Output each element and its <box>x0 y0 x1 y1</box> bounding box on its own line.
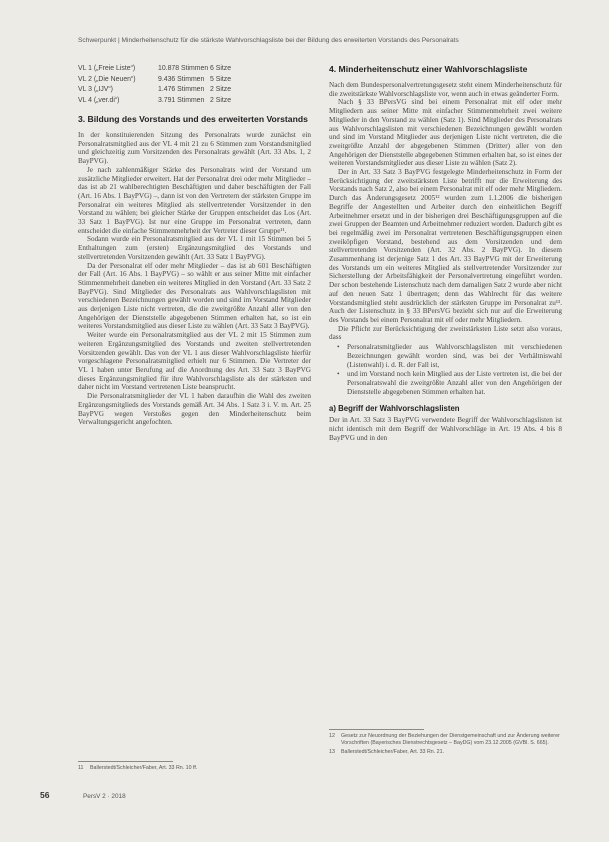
footnotes-left <box>78 765 311 774</box>
left-column <box>78 64 311 427</box>
vote-results-row <box>78 64 311 75</box>
list-name: VL 1 („Freie Liste“) <box>78 65 136 72</box>
vote-count: 10.878 Stimmen <box>158 65 209 72</box>
list-item <box>337 343 562 369</box>
vote-results-table <box>78 64 311 106</box>
footnotes-right <box>329 733 562 757</box>
footnote-rule <box>329 729 424 730</box>
footnote-rule <box>78 761 173 762</box>
condition-list <box>329 343 562 396</box>
body-paragraph: Sodann wurde ein Personalratsmitglied aus der VL 1 mit 15 Stimmen bei 5 Enthaltungen zum (ersten) Ergänzungsmitglied des Vorstands und stellvertretenden Vorsitzenden gewählt (Art. 33 Satz 1 BayPVG). <box>78 235 311 261</box>
footnote-text: Ballerstedt/Schleicher/Faber, Art. 33 Rn. 21. <box>341 748 445 755</box>
body-paragraph: Weiter wurde ein Personalratsmitglied aus der VL 2 mit 15 Stimmen zum weiteren Ergänzungsmitglied des Vorstands und zweiten stellvertretenden Vorsitzenden gewählt. Das von der VL 1 aus dieser Wahlvorschlagsliste hierfür vorgeschlagene Personalratsmitglied erhielt nur 6 Stimmen. Die Vertreter der VL 1 haben unter Berufung auf die Anordnung des Art. 33 Satz 3 BayPVG dieses Ergänzungsmitglied für ihre Wahlvorschlagsliste als der stärksten und daher nicht im Vorstand vertretenen Liste beansprucht. <box>78 331 311 392</box>
list-item-text: Personalratsmitglieder aus Wahlvorschlagslisten mit verschiedenen Bezeichnungen gewählt worden sind, was bei der Verhältniswahl (Listenwahl) i. d. R. der Fall ist, <box>347 343 562 369</box>
vote-count: 1.476 Stimmen <box>158 86 205 93</box>
list-item <box>337 370 562 396</box>
seat-count: 2 Sitze <box>210 96 232 104</box>
right-column <box>329 64 562 442</box>
vote-results-row <box>78 75 311 86</box>
page-number: 56 <box>40 790 50 800</box>
body-paragraph: Nach dem Bundespersonalvertretungsgesetz steht einem Minderheitenschutz für die zweitstärkste Wahlvorschlagsliste vor, wenn auch in etwas geänderter Form. <box>329 81 562 98</box>
footnote-text: Gesetz zur Neuordnung der Beziehungen der Dienstgemeinschaft und zur Änderung weiterer Vorschriften (Bayerisches Dienstrechtsgesetz – BayDG) vom 23.12.2005 (GVBl. S. 665). <box>341 733 560 746</box>
footnote <box>78 765 311 772</box>
list-name: VL 3 („IJV“) <box>78 86 113 93</box>
bullet-icon: • <box>337 370 340 379</box>
body-paragraph: Die Personalratsmitglieder der VL 1 haben daraufhin die Wahl des zweiten Ergänzungsmitglieds des Vorstands gemäß Art. 34 Abs. 1 Satz 3 i. V. m. Art. 25 BayPVG wegen Verstoßes gegen den Minderheitenschutz beim Verwaltungsgericht angefochten. <box>78 392 311 427</box>
body-paragraph: Da der Personalrat elf oder mehr Mitglieder – das ist ab 601 Beschäftigten der Fall (Art. 16 Abs. 1 BayPVG) – so wählt er aus seiner Mitte mit einfacher Stimmenmehrheit daneben ein weiteres Mitglied in den Vorstand (Art. 33 Satz 2 BayPVG). Sind Mitglieder des Personalrats aus Wahlvorschlagslisten mit verschiedenen Bezeichnungen gewählt worden und sind im Vorstand Mitglieder aus derjenigen Liste nicht vertreten, die die zweitgrößte Anzahl aller von den Angehörigen der Dienststelle abgegebenen Stimmen erhalten hat, so ist ein weiteres Vorstandsmitglied aus dieser Liste zu wählen (Art. 33 Satz 3 BayPVG). <box>78 261 311 331</box>
body-paragraph: In der konstituierenden Sitzung des Personalrats wurde zunächst ein Personalratsmitglied aus der VL 4 mit 21 zu 6 Stimmen zum Vorstandsmitglied und gleichzeitig zum Vorsitzenden des Personalrats gewählt (Art. 33 Abs. 1, 2 BayPVG). <box>78 131 311 166</box>
footnote-number: 12 <box>329 733 335 739</box>
footnote-number: 13 <box>329 748 335 755</box>
body-paragraph: Je nach zahlenmäßiger Stärke des Personalrats wird der Vorstand um zusätzliche Mitglieder erweitert. Hat der Personalrat drei oder mehr Mitglieder – das ist ab 21 wahlberechtigten Beschäftigten und daher beschäftigten der Fall (Art. 16 Abs. 1 BayPVG) –, dann ist von den Vertretern der stärksten Gruppe im Personalrat ein weiteres Mitglied als stellvertretender Vorsitzender in den Vorstand zu wählen; bei gleicher Stärke der Gruppen entscheidet das Los (Art. 33 Satz 1 BayPVG). Ist nur eine Gruppe im Personalrat vertreten, dann entscheidet die einfache Stimmenmehrheit der Vertreter dieser Gruppe¹¹. <box>78 165 311 235</box>
footnote-number: 11 <box>78 765 84 771</box>
journal-name: PersV 2 · 2018 <box>83 793 126 800</box>
body-paragraph: Der in Art. 33 Satz 3 BayPVG verwendete Begriff der Wahlvorschlagslisten ist nicht identisch mit dem Begriff der Wahlvorschläge in Art. 19 Abs. 4 bis 8 BayPVG und in den <box>329 416 562 442</box>
vote-count: 9.436 Stimmen <box>158 75 205 83</box>
footnote-text: Ballerstedt/Schleicher/Faber, Art. 33 Rn. 10 ff. <box>90 765 198 771</box>
running-head: Schwerpunkt | Minderheitenschutz für die stärkste Wahlvorschlagsliste bei der Bildung des erweiterten Vorstands des Personalrats <box>78 37 459 44</box>
section-heading-4: 4. Minderheitenschutz einer Wahlvorschlagsliste <box>329 64 528 74</box>
seat-count: 6 Sitze <box>210 65 232 72</box>
subsection-heading: a) Begriff der Wahlvorschlagslisten <box>329 404 460 414</box>
body-paragraph: Der in Art. 33 Satz 3 BayPVG festgelegte Minderheitenschutz in Form der Berücksichtigung der zweitstärksten Liste betrifft nur die Erweiterung des Vorstands nach Satz 2, also bei einem Personalrat mit elf oder mehr Mitgliedern. Durch das Änderungsgesetz 2005¹² wurden zum 1.1.2006 die bisherigen Begriffe der Angestellten und Arbeiter durch den einheitlichen Begriff Arbeitnehmer ersetzt und in der bisherigen drei Beschäftigungsgruppen auf die zwei Gruppen der Beamten und Arbeitnehmer reduziert worden. Dadurch gibt es bei regelmäßig zwei im Personalrat vertretenen Beschäftigungsgruppen einen zweiköpfigen Vorstand, bestehend aus dem Vorsitzenden und dem stellvertretenden Vorsitzenden (Art. 32 Abs. 2 BayPVG). In diesem Zusammenhang ist derjenige Satz 1 des Art. 33 BayPVG mit der Erweiterung des Vorstands um ein weiteres Mitglied als stellvertretender Vorsitzender zur Sicherstellung der Arbeitsfähigkeit der Personalvertretung eingeführt worden. Der schon bestehende Listenschutz nach dem damaligen Satz 2 wurde aber nicht auf den neuen Satz 1 übertragen; denn das Wahlrecht für das weitere Vorstandsmitglied steht ausdrücklich der stärksten Gruppe im Personalrat zu¹³. Auch der Listenschutz in § 33 BPersVG bezieht sich nur auf die Erweiterung des Vorstands bei einem Personalrat mit elf oder mehr Mitgliedern. <box>329 168 562 324</box>
seat-count: 5 Sitze <box>210 75 232 83</box>
vote-results-row <box>78 85 311 96</box>
vote-results-row <box>78 96 311 107</box>
vote-count: 3.791 Stimmen <box>158 96 205 104</box>
page-footer <box>40 790 126 800</box>
section-heading-3: 3. Bildung des Vorstands und des erweiterten Vorstands <box>78 114 308 124</box>
list-name: VL 4 („ver.di“) <box>78 96 120 104</box>
bullet-icon: • <box>337 343 340 352</box>
body-paragraph: Die Pflicht zur Berücksichtigung der zweitstärksten Liste setzt also voraus, dass <box>329 324 562 342</box>
body-paragraph: Nach § 33 BPersVG sind bei einem Personalrat mit elf oder mehr Mitgliedern aus seiner Mitte mit einfacher Stimmenmehrheit zwei weitere Mitglieder in den Vorstand zu wählen (Satz 1). Sind Mitglieder des Personalrats aus Wahlvorschlagslisten mit verschiedenen Bezeichnungen gewählt worden und sind im Vorstand Mitglieder aus derjenigen Liste nicht vertreten, die die zweitgrößte Anzahl der abgegebenen Stimmen (Dritter) aller von den Angehörigen der Dienststelle abgegebenen Stimmen erhalten hat, so ist eines der weiteren Vorstandsmitglieder aus dieser Liste zu wählen (Satz 2). <box>329 98 562 168</box>
footnote <box>329 749 562 756</box>
list-item-text: und im Vorstand noch kein Mitglied aus der Liste vertreten ist, die bei der Personalratswahl die zweitgrößte Anzahl aller von den Angehörigen der Dienststelle abgegebenen Stimmen erhalten hat. <box>347 370 562 396</box>
list-name: VL 2 („Die Neuen“) <box>78 75 136 83</box>
footnote <box>329 733 562 747</box>
seat-count: 2 Sitze <box>210 86 232 93</box>
